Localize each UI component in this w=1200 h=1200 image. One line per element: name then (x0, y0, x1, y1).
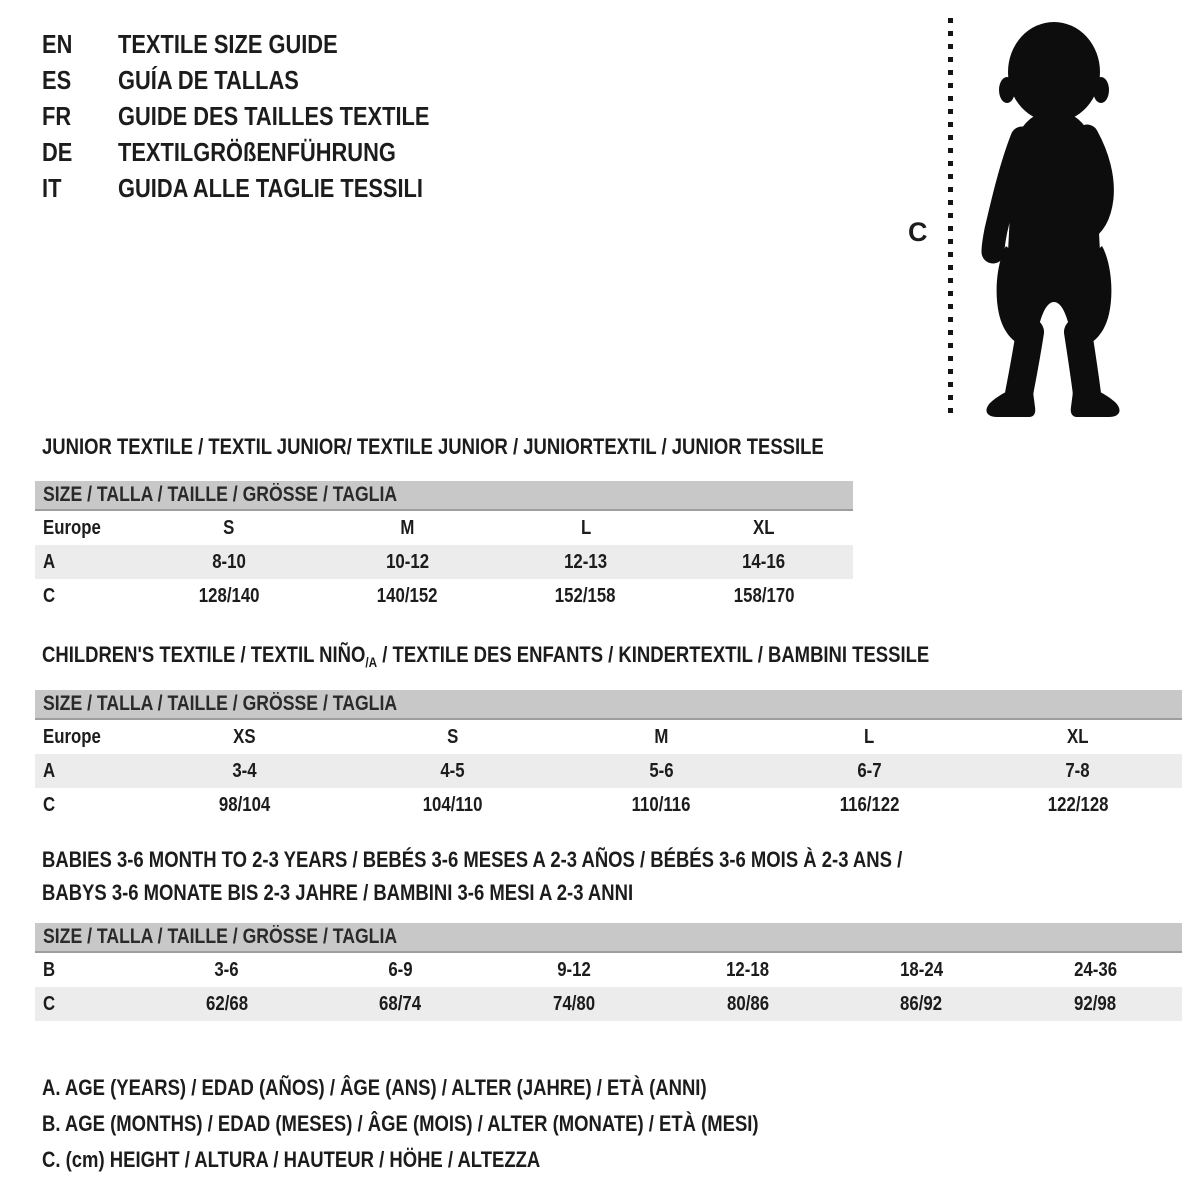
value-cell: 6-9 (388, 959, 413, 981)
height-label: C (908, 217, 928, 247)
babies-size-table (35, 923, 1182, 1021)
language-title: GUIDA ALLE TAGLIE TESSILI (118, 173, 423, 203)
table-row-age (35, 754, 1182, 788)
nino-a-subscript: /A (365, 654, 378, 670)
footnote-b: B. AGE (MONTHS) / EDAD (MESES) / ÂGE (MOIS) / ALTER (MONATE) / ETÀ (MESI) (42, 1111, 759, 1136)
row-label-cell: A (43, 760, 56, 782)
language-row (42, 170, 489, 206)
value-cell: 8-10 (212, 551, 246, 573)
language-row (42, 98, 489, 134)
language-row (42, 134, 489, 170)
value-cell: 5-6 (648, 760, 674, 782)
size-header-bar: SIZE / TALLA / TAILLE / GRÖSSE / TAGLIA (35, 690, 1182, 720)
language-code: EN (42, 29, 73, 59)
table-row-age-months (35, 953, 1182, 987)
language-row (42, 26, 489, 62)
language-row (42, 62, 489, 98)
value-cell: 10-12 (385, 551, 429, 573)
column-header-cell: XL (1067, 726, 1089, 748)
language-title: TEXTILGRÖßENFÜHRUNG (118, 137, 396, 167)
value-cell: 152/158 (555, 585, 616, 607)
column-header-cell: S (446, 726, 459, 748)
table-row-columns (35, 720, 1182, 754)
footnote-a: A. AGE (YEARS) / EDAD (AÑOS) / ÂGE (ANS) / ALTER (JAHRE) / ETÀ (ANNI) (42, 1075, 707, 1100)
value-cell: 7-8 (1065, 760, 1090, 782)
column-header-cell: L (580, 517, 591, 539)
height-dashed-line (948, 18, 953, 416)
column-header-cell: S (223, 517, 235, 539)
value-cell: 116/122 (839, 794, 900, 816)
value-cell: 158/170 (733, 585, 795, 607)
language-code: FR (42, 101, 72, 131)
value-cell: 74/80 (553, 993, 596, 1015)
row-label-cell: A (43, 551, 56, 573)
table-row-height (35, 579, 853, 613)
value-cell: 80/86 (726, 993, 769, 1015)
size-header-bar: SIZE / TALLA / TAILLE / GRÖSSE / TAGLIA (35, 481, 853, 511)
table-row-columns (35, 511, 853, 545)
value-cell: 98/104 (218, 794, 270, 816)
row-label-cell: C (43, 794, 56, 816)
value-cell: 9-12 (557, 959, 591, 981)
column-header-cell: XL (753, 517, 775, 539)
column-header-cell: M (653, 726, 668, 748)
row-label-cell: B (43, 959, 56, 981)
column-header-cell: XS (232, 726, 256, 748)
value-cell: 4-5 (440, 760, 465, 782)
value-cell: 12-18 (726, 959, 770, 981)
language-title: TEXTILE SIZE GUIDE (118, 29, 338, 59)
row-label-cell: C (43, 585, 56, 607)
value-cell: 6-7 (857, 760, 882, 782)
footnote-c: C. (cm) HEIGHT / ALTURA / HAUTEUR / HÖHE / ALTEZZA (42, 1147, 541, 1172)
children-section-title: CHILDREN'S TEXTILE / TEXTIL $NIÑO_{/A}$ / TEXTILE DES ENFANTS / KINDERTEXTIL / BAMBINI TESSILE (42, 642, 930, 670)
junior-section-title: JUNIOR TEXTILE / TEXTIL JUNIOR/ TEXTILE JUNIOR / JUNIORTEXTIL / JUNIOR TESSILE (42, 434, 824, 459)
toddler-silhouette-icon (966, 14, 1146, 420)
table-row-age (35, 545, 853, 579)
value-cell: 104/110 (422, 794, 483, 816)
language-title-list (42, 26, 489, 206)
value-cell: 68/74 (379, 993, 422, 1015)
value-cell: 86/92 (900, 993, 943, 1015)
value-cell: 12-13 (564, 551, 608, 573)
size-header-bar: SIZE / TALLA / TAILLE / GRÖSSE / TAGLIA (35, 923, 1182, 953)
language-title: GUÍA DE TALLAS (118, 65, 299, 95)
table-row-height (35, 788, 1182, 822)
column-header-cell: Europe (43, 726, 101, 748)
value-cell: 122/128 (1047, 794, 1109, 816)
column-header-cell: L (864, 726, 875, 748)
value-cell: 110/116 (631, 794, 691, 816)
value-cell: 62/68 (205, 993, 248, 1015)
row-label-cell: C (43, 993, 56, 1015)
language-title: GUIDE DES TAILLES TEXTILE (118, 101, 430, 131)
value-cell: 3-4 (232, 760, 257, 782)
language-code: ES (42, 65, 72, 95)
value-cell: 128/140 (198, 585, 260, 607)
junior-size-table (35, 481, 853, 613)
babies-section-title: BABIES 3-6 MONTH TO 2-3 YEARS / BEBÉS 3-6 MESES A 2-3 AÑOS / BÉBÉS 3-6 MOIS À 2-3 ANS / BABYS 3-6 MONATE BIS 2-3 JAHRE / BAMBINI 3-6 MESI A 2-3 ANNI (42, 847, 903, 905)
column-header-cell: M (400, 517, 415, 539)
language-code: DE (42, 137, 73, 167)
value-cell: 14-16 (742, 551, 786, 573)
footnotes (42, 1070, 895, 1178)
value-cell: 92/98 (1074, 993, 1117, 1015)
value-cell: 24-36 (1073, 959, 1117, 981)
column-header-cell: Europe (43, 517, 101, 539)
value-cell: 18-24 (899, 959, 943, 981)
children-size-table (35, 690, 1182, 822)
value-cell: 140/152 (377, 585, 438, 607)
language-code: IT (42, 173, 62, 203)
table-row-height (35, 987, 1182, 1021)
value-cell: 3-6 (214, 959, 239, 981)
